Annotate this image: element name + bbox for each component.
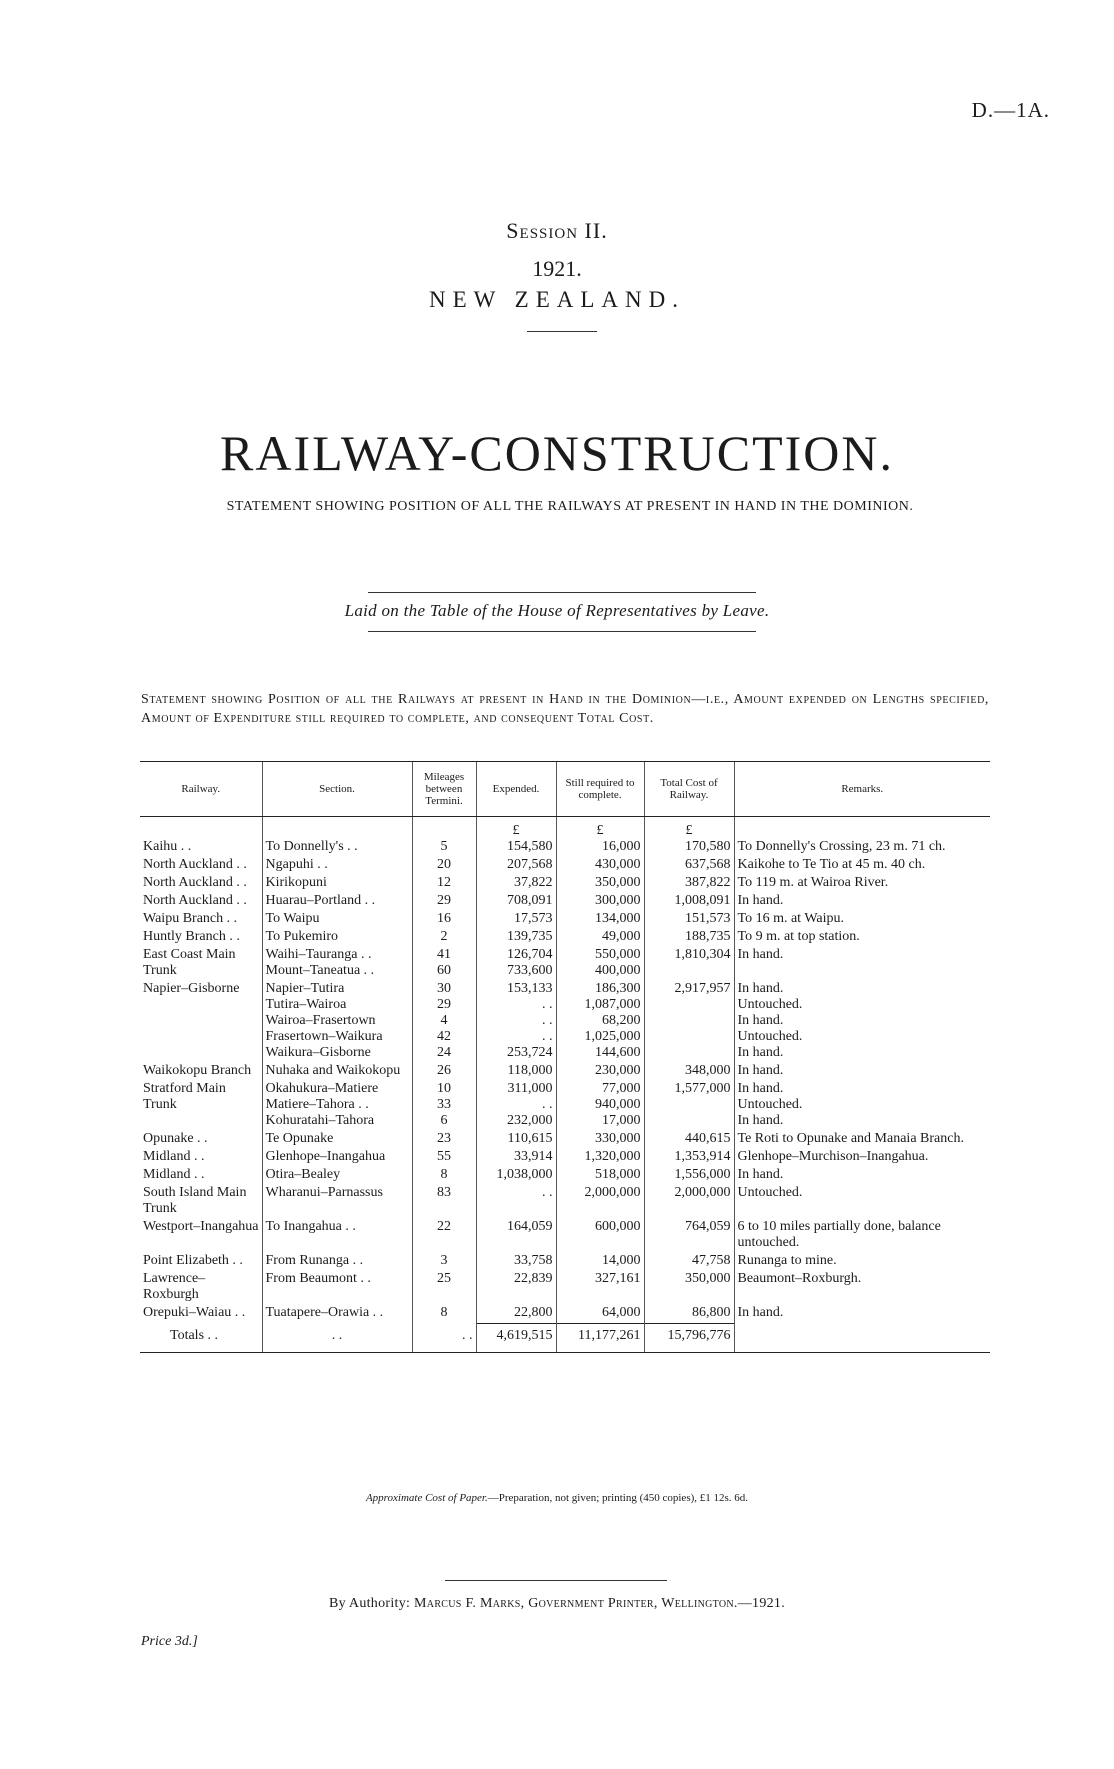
table-cell: In hand. Untouched. In hand.	[734, 1081, 990, 1131]
table-cell: 110,615	[476, 1131, 556, 1149]
table-cell: Te Roti to Opunake and Manaia Branch.	[734, 1131, 990, 1149]
authority-prefix: By Authority:	[328, 1596, 411, 1611]
page-title: RAILWAY-CONSTRUCTION.	[220, 425, 894, 481]
table-cell: Kirikopuni	[262, 875, 412, 893]
table-cell: 5	[412, 839, 476, 857]
table-row	[140, 1149, 990, 1167]
table-cell: From Beaumont . .	[262, 1271, 412, 1305]
table-cell: 33,914	[476, 1149, 556, 1167]
column-header: Still required to complete.	[556, 762, 644, 817]
table-cell: Wharanui–Parnassus	[262, 1185, 412, 1219]
divider	[368, 592, 756, 593]
table-cell: 37,822	[476, 875, 556, 893]
table-cell: 154,580	[476, 839, 556, 857]
table-cell: 22,839	[476, 1271, 556, 1305]
table-cell: Waipu Branch . .	[143, 911, 238, 926]
table-cell: 1,320,000	[556, 1149, 644, 1167]
table-cell: In hand.	[734, 1305, 990, 1324]
table-cell: 86,800	[644, 1305, 734, 1324]
table-cell: Waihi–Tauranga . . Mount–Taneatua . .	[262, 947, 412, 981]
table-cell: 188,735	[644, 929, 734, 947]
table-cell: Waikokopu Branch	[143, 1063, 252, 1078]
table-cell: 16,000	[556, 839, 644, 857]
railway-table	[140, 761, 990, 1353]
table-row	[140, 1271, 990, 1305]
table-cell: 30 29 4 42 24	[412, 981, 476, 1063]
laid-note: Laid on the Table of the House of Representatives by Leave.	[344, 601, 770, 620]
table-cell: In hand.	[734, 1167, 990, 1185]
table-cell: Stratford Main Trunk	[143, 1081, 226, 1112]
table-cell: Point Elizabeth . .	[143, 1253, 243, 1268]
table-cell: 22	[412, 1219, 476, 1253]
table-cell: Otira–Bealey	[262, 1167, 412, 1185]
column-header: Railway.	[140, 762, 262, 817]
table-cell: 22,800	[476, 1305, 556, 1324]
table-cell: 387,822	[644, 875, 734, 893]
table-row	[140, 839, 990, 857]
column-header: Expended.	[476, 762, 556, 817]
table-cell: 1,577,000	[644, 1081, 734, 1131]
table-cell: 2,000,000	[556, 1185, 644, 1219]
table-cell	[412, 817, 476, 840]
table-cell	[734, 817, 990, 840]
session-label: Session II.	[506, 218, 608, 243]
table-cell: To Donnelly's . .	[262, 839, 412, 857]
table-cell: 3	[412, 1253, 476, 1271]
table-cell: 350,000	[556, 875, 644, 893]
table-cell: To Donnelly's Crossing, 23 m. 71 ch.	[734, 839, 990, 857]
table-cell: 139,735	[476, 929, 556, 947]
table-cell: 430,000	[556, 857, 644, 875]
table-cell: 2,000,000	[644, 1185, 734, 1219]
table-cell: 2	[412, 929, 476, 947]
page-subtitle: STATEMENT SHOWING POSITION OF ALL THE RAILWAYS AT PRESENT IN HAND IN THE DOMINION.	[226, 499, 914, 514]
table-cell: North Auckland . .	[143, 875, 247, 890]
table-cell: 764,059	[644, 1219, 734, 1253]
table-cell	[734, 1324, 990, 1353]
table-cell: Kaihu . .	[143, 839, 192, 854]
table-cell: Napier–Tutira Tutira–Wairoa Wairoa–Frasertown Frasertown–Waikura Waikura–Gisborne	[262, 981, 412, 1063]
table-cell: 126,704 733,600	[476, 947, 556, 981]
railway-table-container	[140, 761, 990, 1353]
table-cell: Te Opunake	[262, 1131, 412, 1149]
table-cell: Orepuki–Waiau . .	[143, 1305, 246, 1320]
table-cell: Napier–Gisborne	[143, 981, 240, 996]
table-cell: North Auckland . .	[143, 857, 247, 872]
table-cell: Kaikohe to Te Tio at 45 m. 40 ch.	[734, 857, 990, 875]
table-row	[140, 947, 990, 981]
approximate-cost-note	[0, 1492, 1114, 1504]
table-row	[140, 981, 990, 1063]
table-cell: 550,000 400,000	[556, 947, 644, 981]
table-cell: 20	[412, 857, 476, 875]
divider	[368, 631, 756, 632]
table-cell: . .	[262, 1324, 412, 1353]
table-cell: 12	[412, 875, 476, 893]
table-row	[140, 1063, 990, 1081]
column-header: Total Cost of Railway.	[644, 762, 734, 817]
document-reference: D.—1A.	[971, 98, 1050, 122]
table-cell: 151,573	[644, 911, 734, 929]
approx-label: Approximate Cost of Paper.	[365, 1492, 488, 1504]
table-cell: 1,556,000	[644, 1167, 734, 1185]
table-cell: To Pukemiro	[262, 929, 412, 947]
country-label: NEW ZEALAND.	[428, 287, 686, 312]
table-cell: 348,000	[644, 1063, 734, 1081]
table-cell: 518,000	[556, 1167, 644, 1185]
column-header: Section.	[262, 762, 412, 817]
table-cell: 311,000 . . 232,000	[476, 1081, 556, 1131]
table-cell: 1,353,914	[644, 1149, 734, 1167]
table-cell: 186,300 1,087,000 68,200 1,025,000 144,600	[556, 981, 644, 1063]
table-cell: 118,000	[476, 1063, 556, 1081]
table-cell: To 119 m. at Wairoa River.	[734, 875, 990, 893]
table-cell: Okahukura–Matiere Matiere–Tahora . . Kohuratahi–Tahora	[262, 1081, 412, 1131]
table-cell: From Runanga . .	[262, 1253, 412, 1271]
table-cell: 153,133 . . . . . . 253,724	[476, 981, 556, 1063]
table-cell: Midland . .	[143, 1149, 205, 1164]
authority-name: Marcus F. Marks, Government Printer, Wellington.—1921.	[414, 1596, 786, 1611]
table-cell: 33,758	[476, 1253, 556, 1271]
table-cell: 49,000	[556, 929, 644, 947]
table-cell: £	[556, 817, 644, 840]
table-cell: Ngapuhi . .	[262, 857, 412, 875]
table-cell: 2,917,957	[644, 981, 734, 1063]
table-row	[140, 1219, 990, 1253]
table-cell: East Coast Main Trunk	[143, 947, 236, 978]
divider	[527, 331, 597, 332]
table-cell: 16	[412, 911, 476, 929]
table-cell: 15,796,776	[644, 1324, 734, 1353]
table-cell: Westport–Inangahua	[143, 1219, 259, 1234]
table-row	[140, 911, 990, 929]
statement-heading: Statement showing Position of all the Railways at present in Hand in the Dominion—i.e., Amount expended on Lengths specified, Amount of Expenditure still required to complete, and consequent Total Cost.	[141, 692, 989, 726]
table-cell: 26	[412, 1063, 476, 1081]
table-cell: 327,161	[556, 1271, 644, 1305]
column-header: Mileages between Termini.	[412, 762, 476, 817]
table-cell: 350,000	[644, 1271, 734, 1305]
table-cell: 600,000	[556, 1219, 644, 1253]
table-cell	[140, 817, 262, 840]
table-cell: Untouched.	[734, 1185, 990, 1219]
table-cell: In hand.	[734, 893, 990, 911]
table-cell: 4,619,515	[476, 1324, 556, 1353]
table-cell: 230,000	[556, 1063, 644, 1081]
table-cell: South Island Main Trunk	[143, 1185, 247, 1216]
table-cell: To 16 m. at Waipu.	[734, 911, 990, 929]
table-cell: Tuatapere–Orawia . .	[262, 1305, 412, 1324]
table-cell: 134,000	[556, 911, 644, 929]
table-cell	[262, 817, 412, 840]
table-cell: Totals . .	[140, 1324, 262, 1353]
table-cell: 41 60	[412, 947, 476, 981]
table-cell: Huarau–Portland . .	[262, 893, 412, 911]
table-cell: Lawrence–Roxburgh	[143, 1271, 206, 1302]
table-cell: Opunake . .	[143, 1131, 208, 1146]
year-label: 1921.	[532, 256, 582, 281]
table-cell: 55	[412, 1149, 476, 1167]
table-cell: To Inangahua . .	[262, 1219, 412, 1253]
table-cell: Runanga to mine.	[734, 1253, 990, 1271]
table-cell: In hand.	[734, 1063, 990, 1081]
table-cell: 1,038,000	[476, 1167, 556, 1185]
units-row	[140, 817, 990, 840]
table-cell: 708,091	[476, 893, 556, 911]
table-cell: Glenhope–Inangahua	[262, 1149, 412, 1167]
table-cell: 10 33 6	[412, 1081, 476, 1131]
table-cell: 300,000	[556, 893, 644, 911]
table-cell: Nuhaka and Waikokopu	[262, 1063, 412, 1081]
table-cell: 170,580	[644, 839, 734, 857]
table-cell: 25	[412, 1271, 476, 1305]
price-label: Price 3d.]	[141, 1634, 198, 1649]
table-cell: 29	[412, 893, 476, 911]
table-row	[140, 1253, 990, 1271]
table-cell: 14,000	[556, 1253, 644, 1271]
table-header-row	[140, 762, 990, 817]
table-cell: 637,568	[644, 857, 734, 875]
table-cell: To Waipu	[262, 911, 412, 929]
table-cell: Glenhope–Murchison–Inangahua.	[734, 1149, 990, 1167]
table-row	[140, 1131, 990, 1149]
table-cell: 11,177,261	[556, 1324, 644, 1353]
table-row	[140, 1305, 990, 1324]
table-cell: 440,615	[644, 1131, 734, 1149]
table-cell: To 9 m. at top station.	[734, 929, 990, 947]
table-cell: 164,059	[476, 1219, 556, 1253]
table-cell: 17,573	[476, 911, 556, 929]
table-cell: In hand. Untouched. In hand. Untouched. In hand.	[734, 981, 990, 1063]
table-cell: 47,758	[644, 1253, 734, 1271]
table-cell: Beaumont–Roxburgh.	[734, 1271, 990, 1305]
totals-row	[140, 1324, 990, 1353]
table-row	[140, 1081, 990, 1131]
table-cell: . .	[476, 1185, 556, 1219]
table-cell: . .	[412, 1324, 476, 1353]
table-row	[140, 875, 990, 893]
divider	[445, 1580, 667, 1581]
table-cell: £	[644, 817, 734, 840]
table-row	[140, 1185, 990, 1219]
table-cell: Huntly Branch . .	[143, 929, 240, 944]
table-cell: Midland . .	[143, 1167, 205, 1182]
authority-line	[0, 1596, 1114, 1612]
table-row	[140, 857, 990, 875]
table-row	[140, 893, 990, 911]
table-cell: £	[476, 817, 556, 840]
table-row	[140, 929, 990, 947]
table-cell: 77,000 940,000 17,000	[556, 1081, 644, 1131]
table-cell: 8	[412, 1167, 476, 1185]
table-cell: North Auckland . .	[143, 893, 247, 908]
table-cell: In hand.	[734, 947, 990, 981]
table-cell: 8	[412, 1305, 476, 1324]
table-row	[140, 1167, 990, 1185]
table-cell: 330,000	[556, 1131, 644, 1149]
approx-text: —Preparation, not given; printing (450 copies), £1 12s. 6d.	[487, 1492, 749, 1504]
table-cell: 1,810,304	[644, 947, 734, 981]
table-cell: 83	[412, 1185, 476, 1219]
table-cell: 207,568	[476, 857, 556, 875]
table-cell: 1,008,091	[644, 893, 734, 911]
table-cell: 23	[412, 1131, 476, 1149]
table-cell: 6 to 10 miles partially done, balance untouched.	[734, 1219, 990, 1253]
table-cell: 64,000	[556, 1305, 644, 1324]
column-header: Remarks.	[734, 762, 990, 817]
